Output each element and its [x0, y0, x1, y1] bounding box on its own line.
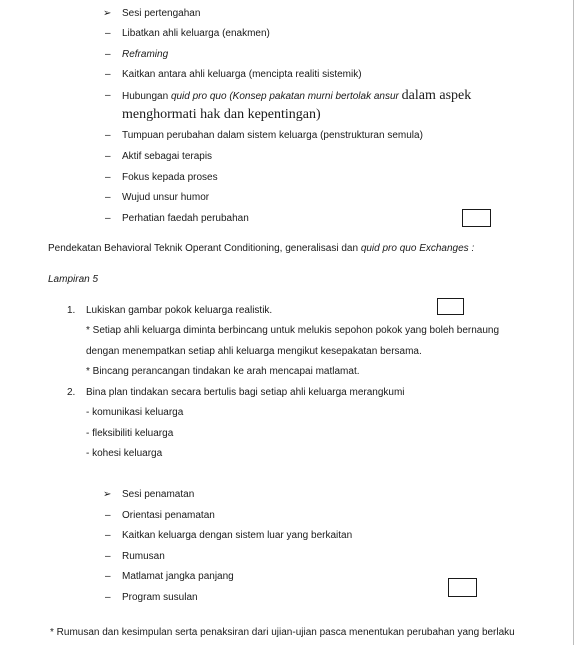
- dash-bullet-icon: –: [105, 151, 111, 162]
- dash-bullet-icon: –: [105, 571, 111, 582]
- dash-bullet-icon: –: [105, 28, 111, 39]
- checkbox-box[interactable]: [448, 578, 477, 597]
- list-item: Rumusan: [122, 551, 165, 562]
- dash-bullet-icon: –: [105, 172, 111, 183]
- quid-term: quid pro quo: [170, 91, 227, 102]
- checkbox-box[interactable]: [462, 209, 491, 227]
- list-item: Orientasi penamatan: [122, 510, 215, 521]
- checkbox-box[interactable]: [437, 298, 464, 315]
- list-item: Kaitkan keluarga dengan sistem luar yang berkaitan: [122, 530, 353, 541]
- numbered-item-line: - komunikasi keluarga: [86, 407, 184, 418]
- quid-serif-tail: dalam aspek: [401, 88, 472, 103]
- list-item: Kaitkan antara ahli keluarga (mencipta realiti sistemik): [122, 69, 362, 80]
- dash-bullet-icon: –: [105, 192, 111, 203]
- list-item: Matlamat jangka panjang: [122, 571, 234, 582]
- section-heading-middle: Sesi pertengahan: [122, 8, 201, 19]
- dash-bullet-icon: –: [105, 69, 111, 80]
- dash-bullet-icon: –: [105, 592, 111, 603]
- footnote: * Rumusan dan kesimpulan serta penaksiran dari ujian-ujian pasca menentukan perubahan yang berlaku: [50, 627, 515, 638]
- dash-bullet-icon: –: [105, 49, 111, 60]
- list-item: Program susulan: [122, 592, 198, 603]
- section-heading-end: Sesi penamatan: [122, 489, 195, 500]
- dash-bullet-icon: –: [105, 213, 111, 224]
- approach-term: quid pro quo: [360, 243, 417, 254]
- numbered-item-line: dengan menempatkan setiap ahli keluarga mengikut kesepakatan bersama.: [86, 346, 422, 357]
- quid-prefix: Hubungan: [122, 91, 171, 102]
- list-item: Reframing: [122, 49, 169, 60]
- dash-bullet-icon: –: [105, 530, 111, 541]
- list-item: Perhatian faedah perubahan: [122, 213, 249, 224]
- arrow-bullet-icon: ➢: [103, 8, 112, 19]
- arrow-bullet-icon: ➢: [103, 489, 112, 500]
- approach-text: Pendekatan Behavioral Teknik Operant Conditioning, generalisasi dan: [48, 243, 361, 254]
- numbered-item-line: - fleksibiliti keluarga: [86, 428, 174, 439]
- dash-bullet-icon: –: [105, 510, 111, 521]
- list-item: Tumpuan perubahan dalam sistem keluarga (penstrukturan semula): [122, 130, 423, 141]
- item-number: 2.: [67, 387, 76, 398]
- quid-paren: (Konsep pakatan murni bertolak ansur: [226, 91, 402, 102]
- dash-bullet-icon: –: [105, 551, 111, 562]
- numbered-item-line: * Bincang perancangan tindakan ke arah mencapai matlamat.: [86, 366, 360, 377]
- page-edge: [573, 0, 574, 645]
- list-item-quid-continuation: menghormati hak dan kepentingan): [122, 107, 321, 122]
- appendix-label: Lampiran 5: [48, 274, 99, 285]
- list-item: Aktif sebagai terapis: [122, 151, 213, 162]
- list-item: Libatkan ahli keluarga (enakmen): [122, 28, 270, 39]
- numbered-item-title: Lukiskan gambar pokok keluarga realistik.: [86, 305, 273, 316]
- list-item: Fokus kepada proses: [122, 172, 218, 183]
- list-item: Wujud unsur humor: [122, 192, 210, 203]
- list-item-quid-pro-quo: [122, 88, 471, 105]
- numbered-item-line: * Setiap ahli keluarga diminta berbincang untuk melukis sepohon pokok yang boleh bernaung: [86, 325, 500, 336]
- approach-line: [48, 243, 474, 255]
- approach-tail: Exchanges :: [416, 243, 475, 254]
- dash-bullet-icon: –: [105, 90, 111, 101]
- dash-bullet-icon: –: [105, 130, 111, 141]
- item-number: 1.: [67, 305, 76, 316]
- numbered-item-title: Bina plan tindakan secara bertulis bagi setiap ahli keluarga merangkumi: [86, 387, 405, 398]
- numbered-item-line: - kohesi keluarga: [86, 448, 163, 459]
